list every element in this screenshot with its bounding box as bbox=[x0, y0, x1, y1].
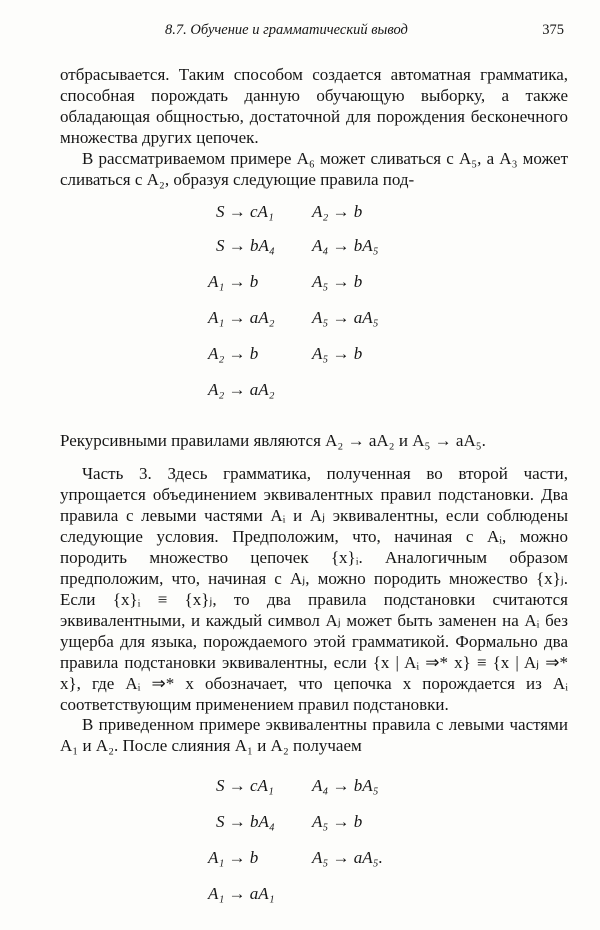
paragraph-3: Рекурсивными правилами являются A₂ → aA₂ и A₅ → aA₅. bbox=[60, 431, 486, 450]
paragraph-4: Часть 3. Здесь грамматика, полученная во второй части, упрощается объединением эквивалентных правил подстановки. Два правила с левыми частями Aᵢ и Aⱼ эквивалентны, если соблюдены следующие условия. Предположим, что, начиная с Aᵢ, можно породить множество цепочек {x}ᵢ. Аналогичным образом предположим, что, начиная с Aⱼ, можно породить множество {x}ⱼ. Если {x}ᵢ ≡ {x}ⱼ, то два правила подстановки считаются эквивалентными, и каждый символ Aⱼ может быть заменен на Aᵢ без ущерба для языка, порождаемого этой грамматикой. Формально два правила подстановки эквивалентны, если {x | Aᵢ ⇒* x} ≡ {x | Aⱼ ⇒* x}, где Aᵢ ⇒* x обозначает, что цепочка x порождается из Aᵢ соответствующим применением правил подстановки. bbox=[60, 464, 568, 714]
running-head: 8.7. Обучение и грамматический вывод bbox=[165, 22, 408, 38]
rule: S → cA₁ bbox=[216, 776, 274, 795]
rule: A₅ → b bbox=[312, 344, 363, 363]
page-header bbox=[0, 22, 600, 42]
paragraph-2: В рассматриваемом примере A₆ может сливаться с A₅, а A₃ может сливаться с A₂, образуя следующие правила под- bbox=[60, 149, 568, 189]
page-number: 375 bbox=[542, 22, 564, 38]
rule: A₄ → bA₅ bbox=[312, 236, 379, 255]
rule: A₁ → b bbox=[208, 272, 259, 291]
rule: A₂ → b bbox=[208, 344, 259, 363]
rule: A₁ → b bbox=[208, 848, 259, 867]
rule: S → bA₄ bbox=[216, 236, 275, 255]
rule: A₄ → bA₅ bbox=[312, 776, 379, 795]
paragraph-1: отбрасывается. Таким способом создается автоматная грамматика, способная порождать данную обучающую выборку, а также обладающая общностью, достаточной для порождения бесконечного множества других цепочек. bbox=[60, 65, 568, 147]
rule: A₅ → b bbox=[312, 812, 363, 831]
rule: S → bA₄ bbox=[216, 812, 275, 831]
rule: A₂ → b bbox=[312, 202, 363, 221]
rule: A₅ → aA₅ bbox=[312, 308, 379, 327]
rule: A₅ → aA₅. bbox=[312, 848, 383, 867]
rule: A₂ → aA₂ bbox=[208, 380, 275, 399]
paragraph-5: В приведенном примере эквивалентны правила с левыми частями A₁ и A₂. После слияния A₁ и A₂ получаем bbox=[60, 715, 568, 755]
rule: A₅ → b bbox=[312, 272, 363, 291]
rule: S → cA₁ bbox=[216, 202, 274, 221]
rule: A₁ → aA₂ bbox=[208, 308, 275, 327]
rule: A₁ → aA₁ bbox=[208, 884, 275, 903]
